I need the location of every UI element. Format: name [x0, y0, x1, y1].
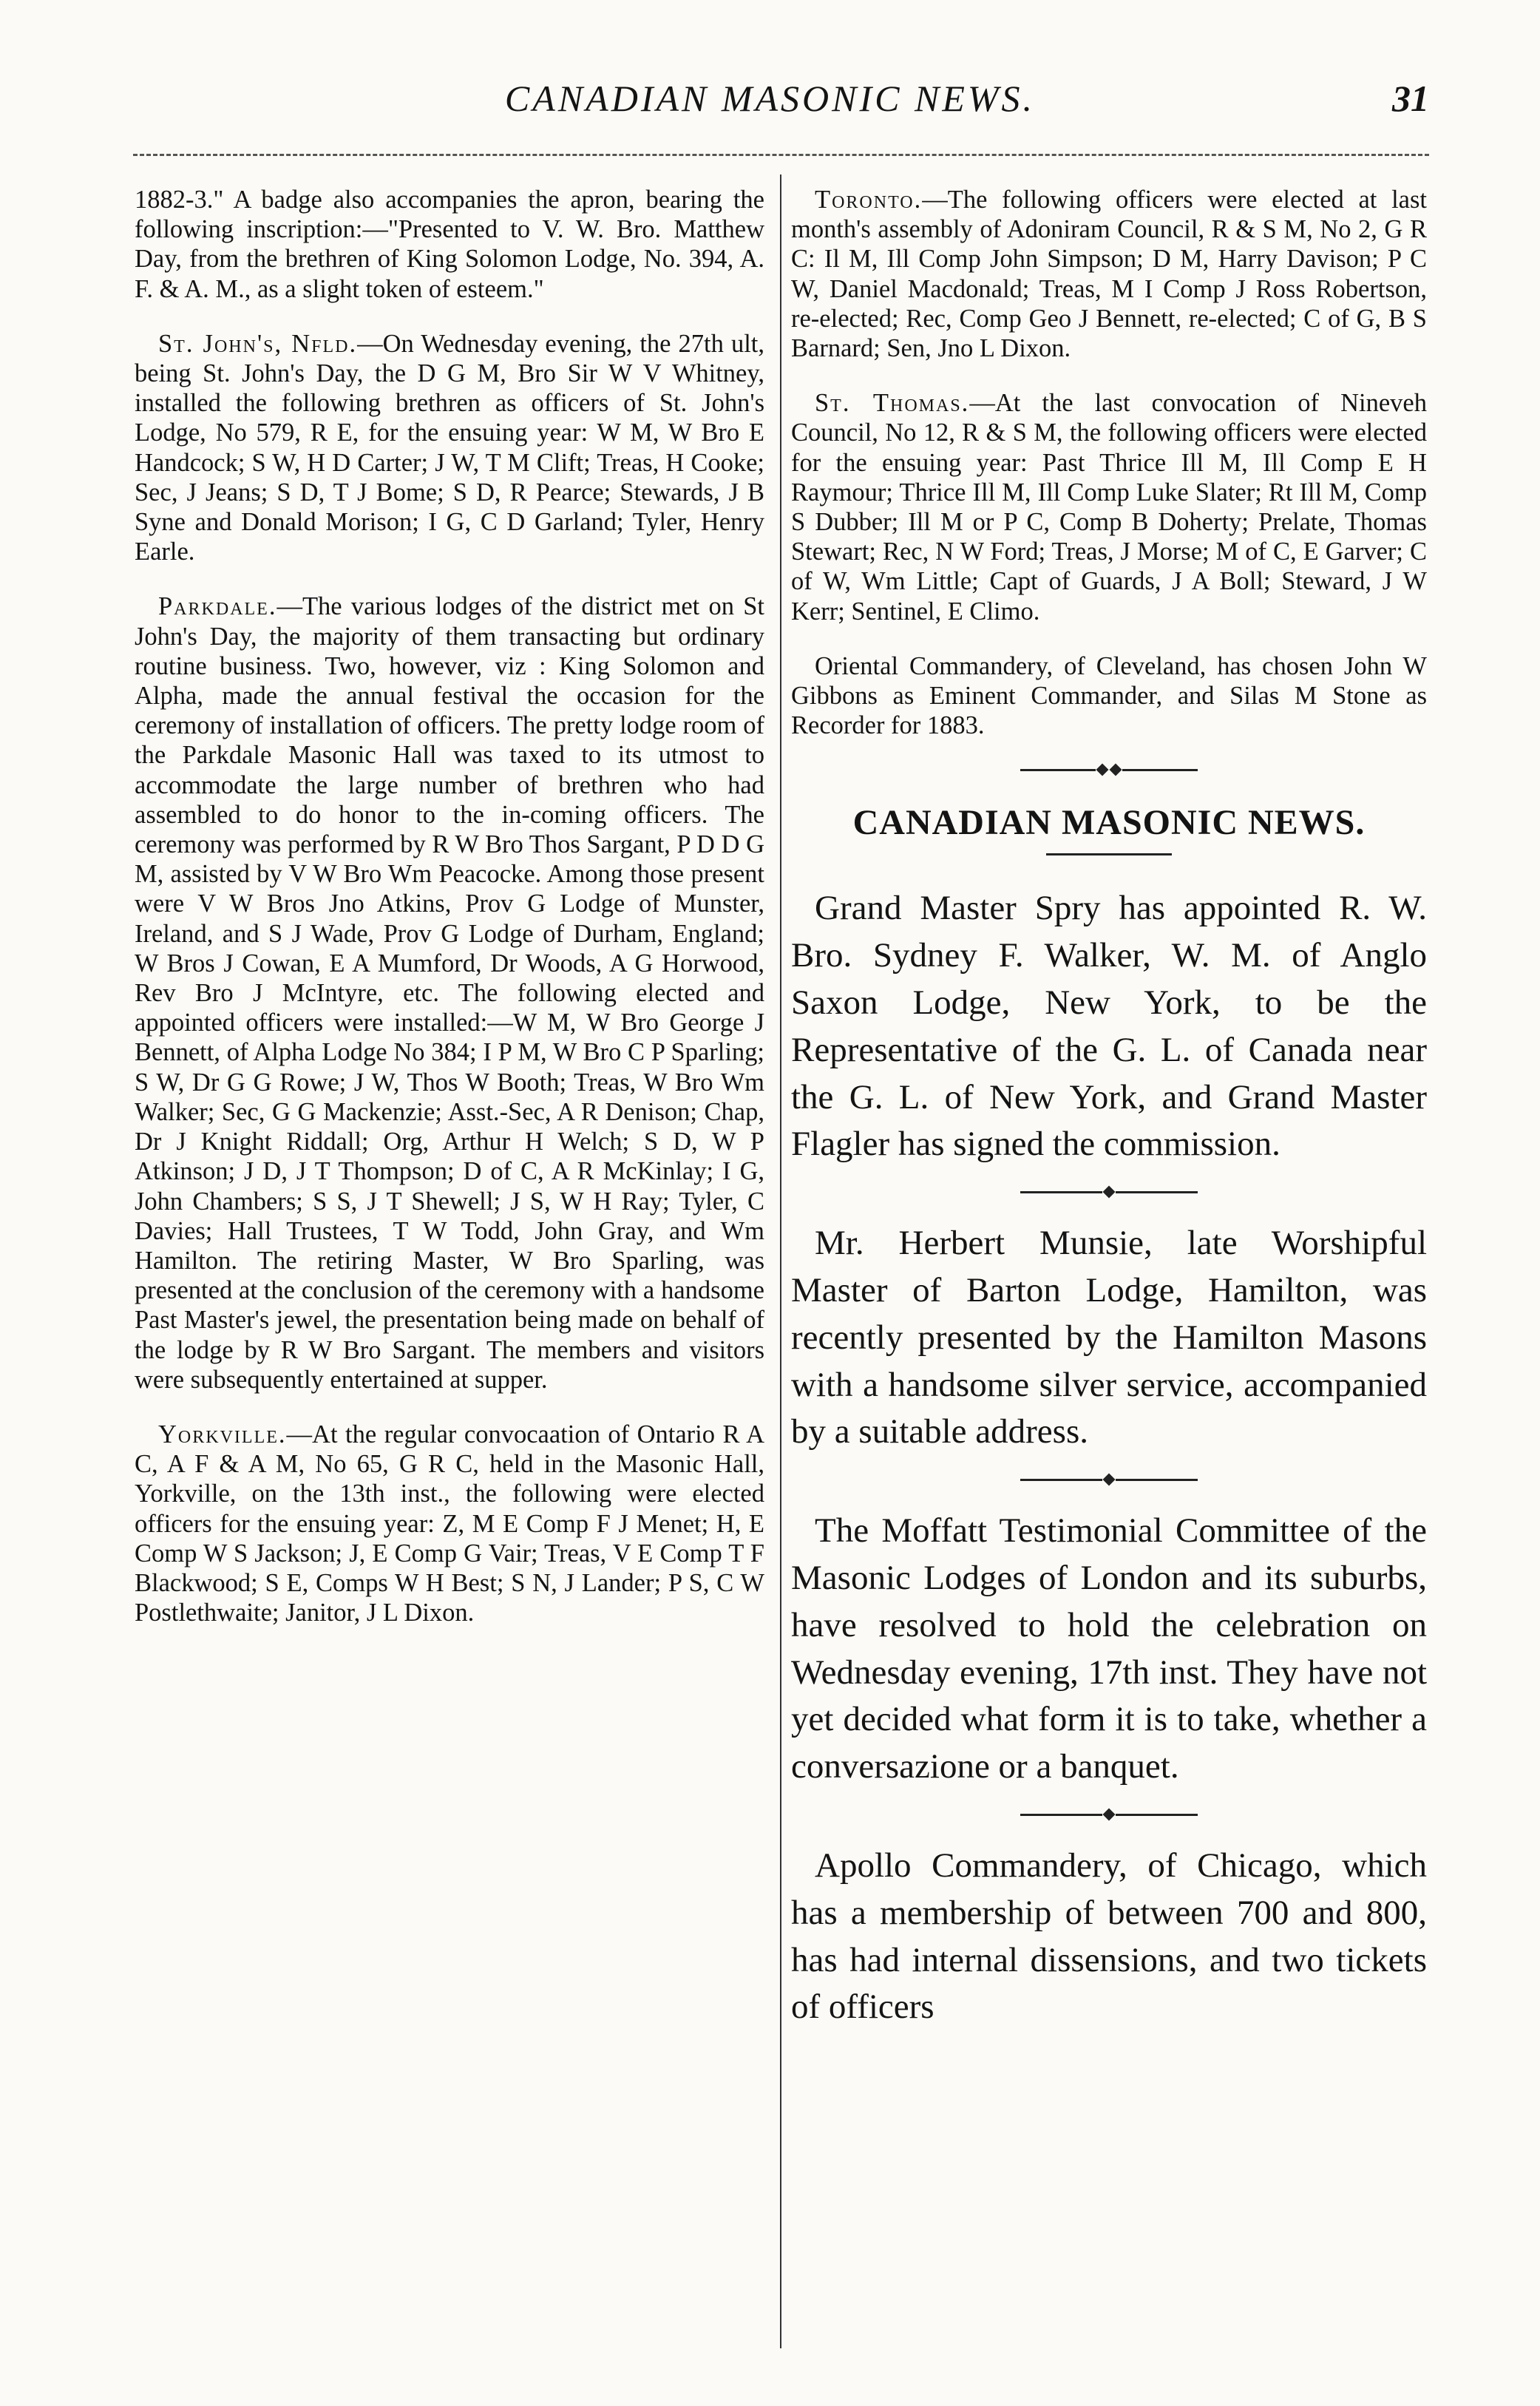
diamond-icon [1103, 1186, 1116, 1199]
ornament-line [1116, 1814, 1198, 1816]
ornament-line [1020, 1814, 1102, 1816]
place-st-thomas: St. Thomas. [815, 389, 970, 418]
text-parkdale: —The various lodges of the district met on St John's Day, the majority of them transacting but ordinary routine business. Two, however, viz : King Solomon and Alpha, made the annual festival the occasion for the ceremony of installation of officers. The pretty lodge room of the Parkdale Masonic Hall was taxed to its utmost to accommodate the large number of brethren who had assembled to do honor to the in-coming officers. The ceremony was performed by R W Bro Thos Sargant, P D D G M, assisted by V W Bro Wm Peacocke. Among those present were V W Bros Jno Atkins, Prov G Lodge of Munster, Ireland, and S J Wade, Prov G Lodge of Durham, England; W Bros J Cowan, E A Mumford, Dr Woods, A G Horwood, Rev Bro J McIntyre, etc. The following elected and appointed officers were installed:—W M, W Bro George J Bennett, of Alpha Lodge No 384; I P M, W Bro C P Sparling; S W, Dr G G Rowe; J W, Thos W Booth; Treas, W Bro Wm Walker; Sec, G G Mackenzie; Asst.-Sec, A R Denison; Chap, Dr J Knight Riddall; Org, Arthur H Welch; S D, W P Atkinson; J D, J T Thompson; D of C, A R McKinlay; I G, John Chambers; S S, J T Shewell; J S, W H Ray; Tyler, C Davies; Hall Trustees, T W Todd, John Gray, and Wm Hamilton. The retiring Master, W Bro Sparling, was presented at the conclusion of the ceremony with a handsome Past Master's jewel, the presentation being made on behalf of the lodge by R W Bro Sargant. The members and visitors were subsequently entertained at supper. [135, 592, 764, 1394]
ornament-line [1122, 769, 1198, 771]
paragraph-parkdale [135, 592, 764, 1394]
ornament-divider [1020, 1187, 1198, 1196]
header-rule [133, 154, 1429, 156]
news-section [791, 885, 1427, 2031]
column-divider [780, 174, 781, 2348]
ornament-divider [1020, 1810, 1198, 1819]
ornament-divider [1020, 1475, 1198, 1484]
news-item-grand-master: Grand Master Spry has appointed R. W. Bro. Sydney F. Walker, W. M. of Anglo Saxon Lodge, New York, to be the Representative of the G. L. of Canada near the G. L. of New York, and Grand Master Flagler has signed the commission. [791, 889, 1427, 1164]
ornament-divider [1020, 765, 1198, 774]
ornament-line [1020, 769, 1096, 771]
diamond-icon [1110, 764, 1122, 776]
paragraph-toronto [791, 185, 1427, 363]
diamond-icon [1096, 764, 1109, 776]
paragraph-oriental-commandery: Oriental Commandery, of Cleveland, has chosen John W Gibbons as Eminent Commander, and Silas M Stone as Recorder for 1883. [791, 651, 1427, 740]
news-item-moffatt: The Moffatt Testimonial Committee of the Masonic Lodges of London and its suburbs, have resolved to hold the celebration on Wednesday evening, 17th inst. They have not yet decided what form it is to take, whether a conversazione or a banquet. [791, 1511, 1427, 1786]
place-parkdale: Parkdale. [158, 592, 277, 621]
paragraph-yorkville [135, 1420, 764, 1627]
ornament-line [1020, 1191, 1102, 1193]
section-title: CANADIAN MASONIC NEWS. [852, 803, 1366, 843]
running-title: CANADIAN MASONIC NEWS. [504, 78, 1036, 119]
ornament-line [1116, 1191, 1198, 1193]
left-column [135, 185, 764, 1653]
paragraph-st-johns [135, 329, 764, 567]
diamond-icon [1103, 1809, 1116, 1821]
text-toronto: —The following officers were elected at last month's assembly of Adoniram Council, R & S M, No 2, G R C: Il M, Ill Comp John Simpson; D M, Harry Davison; P C W, Daniel Macdonald; Treas, M I Comp J Ross Robertson, re-elected; Rec, Comp Geo J Bennett, re-elected; C of G, B S Barnard; Sen, Jno L Dixon. [791, 186, 1427, 363]
text-st-thomas: —At the last convocation of Nineveh Council, No 12, R & S M, the following officers were elected for the ensuing year: Past Thrice Ill M, Ill Comp E H Raymour; Thrice Ill M, Ill Comp Luke Slater; Rt Ill M, Comp S Dubber; Ill M or P C, Comp B Doherty; Prelate, Thomas Stewart; Rec, N W Ford; Treas, J Morse; M of C, E Garver; C of W, Wm Little; Capt of Guards, J A Boll; Steward, J W Kerr; Sentinel, E Climo. [791, 389, 1427, 626]
news-item-apollo: Apollo Commandery, of Chicago, which has a membership of between 700 and 800, has had internal dissensions, and two tickets of officers [791, 1846, 1427, 2027]
ornament-line [1116, 1479, 1198, 1481]
paragraph-st-thomas [791, 388, 1427, 626]
right-small-section [791, 185, 1427, 740]
news-item-munsie: Mr. Herbert Munsie, late Worshipful Master of Barton Lodge, Hamilton, was recently presented by the Hamilton Masons with a handsome silver service, accompanied by a suitable address. [791, 1224, 1427, 1451]
page-header [0, 71, 1540, 123]
ornament-line [1020, 1479, 1102, 1481]
section-rule [1046, 853, 1172, 855]
paragraph-badge: 1882-3." A badge also accompanies the apron, bearing the following inscription:—"Presented to V. W. Bro. Matthew Day, from the brethren of King Solomon Lodge, No. 394, A. F. & A. M., as a slight token of esteem." [135, 186, 764, 303]
page-number: 31 [1392, 78, 1429, 119]
place-st-johns: St. John's, Nfld. [158, 329, 358, 358]
text-st-johns: —On Wednesday evening, the 27th ult, being St. John's Day, the D G M, Bro Sir W V Whitney, installed the following brethren as officers of St. John's Lodge, No 579, R E, for the ensuing year: W M, W Bro E Handcock; S W, H D Carter; J W, T M Clift; Treas, H Cooke; Sec, J Jeans; S D, T J Bome; S D, R Pearce; Stewards, J B Syne and Donald Morison; I G, C D Garland; Tyler, Henry Earle. [135, 329, 764, 566]
place-toronto: Toronto. [815, 186, 923, 214]
text-yorkville: —At the regular convocaation of Ontario R A C, A F & A M, No 65, G R C, held in the Masonic Hall, Yorkville, on the 13th inst., the following were elected officers for the ensuing year: Z, M E Comp F J Menet; H, E Comp W S Jackson; J, E Comp G Vair; Treas, V E Comp T F Blackwood; S E, Comps W H Best; S N, J Lander; P S, C W Postlethwaite; Janitor, J L Dixon. [135, 1420, 764, 1627]
place-yorkville: Yorkville. [158, 1420, 287, 1448]
diamond-icon [1103, 1474, 1116, 1486]
right-column [791, 185, 1427, 2031]
